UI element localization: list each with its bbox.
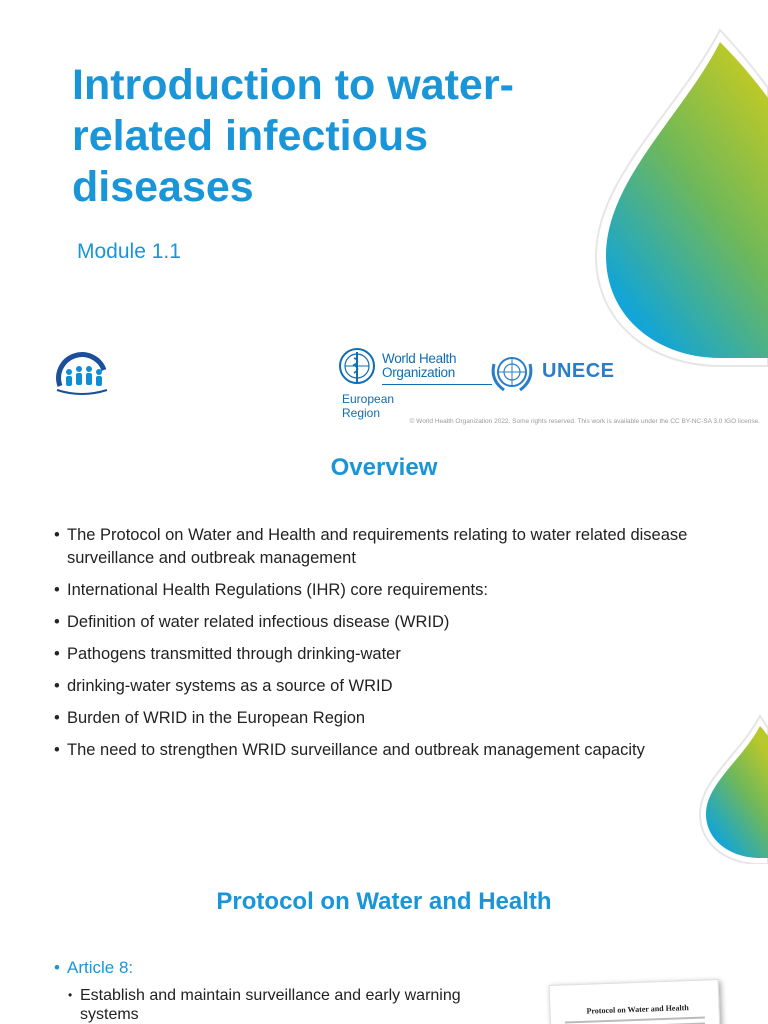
overview-slide: [0, 432, 768, 864]
overview-heading: Overview: [330, 454, 438, 481]
who-region: European Region: [342, 392, 395, 420]
bullet-item: • Pathogens transmitted through drinking-water: [54, 643, 704, 666]
protocol-heading: Protocol on Water and Health: [216, 888, 552, 915]
bullet-item: • The need to strengthen WRID surveillance and outbreak management capacity: [54, 739, 704, 762]
who-emblem-icon: [337, 346, 377, 386]
slide-title: Introduction to water-related infectious diseases: [72, 61, 514, 211]
bullet-item: • Burden of WRID in the European Region: [54, 707, 704, 730]
doc-text-lines: [565, 1017, 706, 1024]
water-drop-graphic: [698, 714, 768, 864]
unece-text: UNECE: [542, 360, 615, 382]
article-heading: • Article 8:: [54, 958, 133, 978]
bullet-item: • drinking-water systems as a source of WRID: [54, 675, 704, 698]
bullet-item: • Definition of water related infectious disease (WRID): [54, 611, 704, 634]
water-drop-graphic: [590, 28, 768, 368]
module-label: Module 1.1: [77, 240, 181, 263]
doc-thumbnail-title: Protocol on Water and Health: [586, 1003, 689, 1016]
overview-bullet-list: [54, 524, 704, 771]
title-slide: [0, 0, 768, 432]
bullet-item: • The Protocol on Water and Health and requirements relating to water related disease surveillance and outbreak management: [54, 524, 704, 570]
unece-logo: [488, 350, 615, 401]
bullet-item: • International Health Regulations (IHR) core requirements:: [54, 579, 704, 602]
un-emblem-icon: [488, 350, 536, 396]
article-sub-bullet-list: [68, 986, 518, 1024]
who-name: World Health Organization: [382, 351, 457, 380]
protocol-slide: [0, 864, 768, 1024]
copyright-notice: © World Health Organization 2022. Some rights reserved. This work is available under the CC BY-NC-SA 3.0 IGO license.: [409, 418, 760, 425]
protocol-document-thumbnail: [549, 979, 722, 1024]
who-divider: [382, 384, 492, 385]
sub-bullet-item: • Establish and maintain surveillance and early warning systems: [68, 986, 518, 1024]
protocol-water-health-logo: [52, 348, 112, 396]
